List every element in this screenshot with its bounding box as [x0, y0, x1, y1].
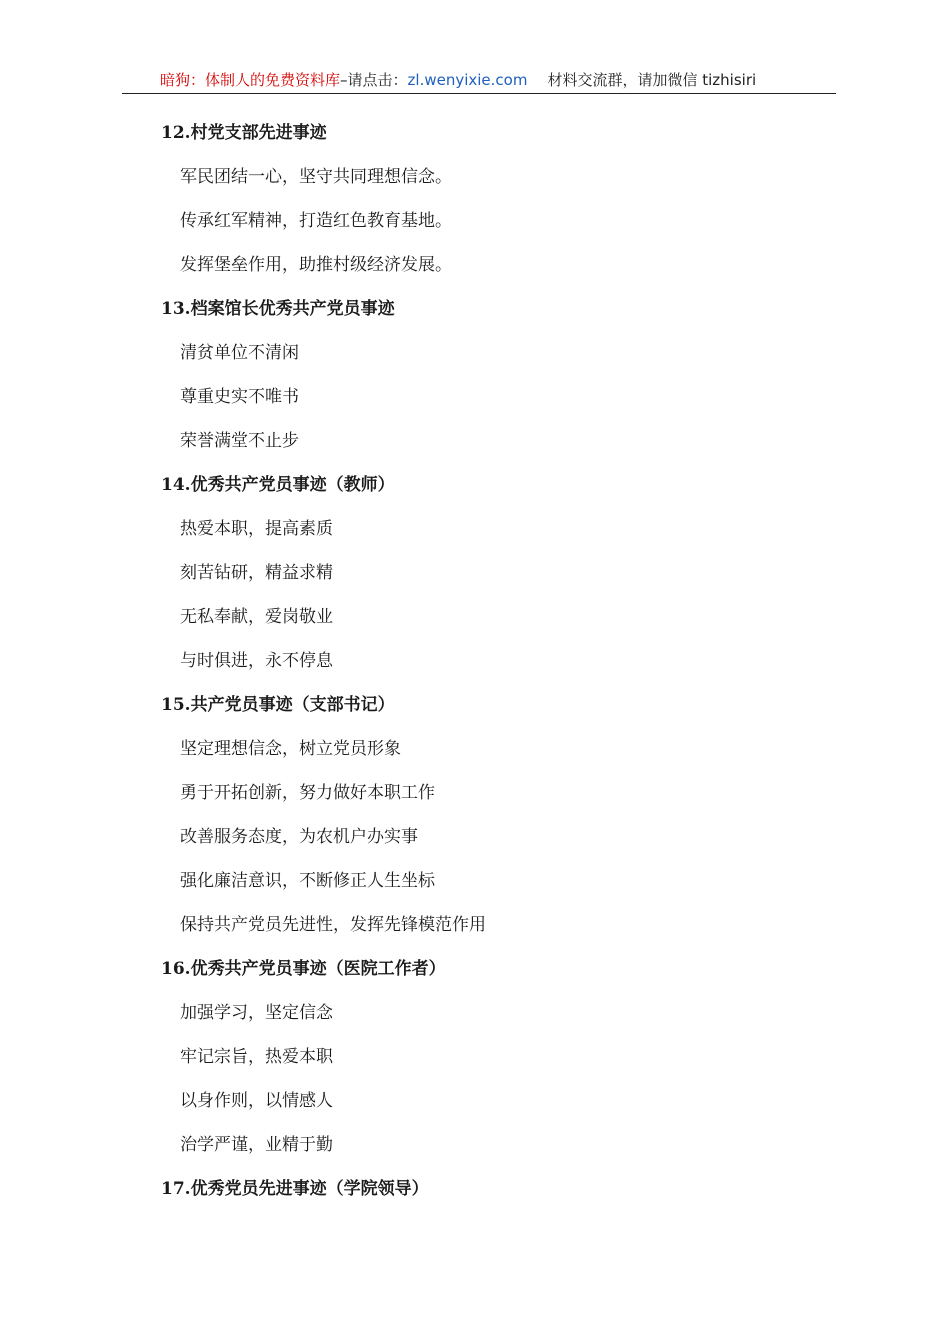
- section-line: 改善服务态度，为农机户办实事: [180, 827, 418, 847]
- section-heading: 14.优秀共产党员事迹（教师）: [161, 475, 395, 495]
- section-line: 治学严谨，业精于勤: [180, 1135, 333, 1155]
- section-heading: 13.档案馆长优秀共产党员事迹: [161, 299, 395, 319]
- document-body: [161, 122, 841, 1222]
- header-line: [160, 70, 756, 90]
- section-line: 荣誉满堂不止步: [180, 431, 299, 451]
- header-link[interactable]: zl.wenyixie.com: [407, 71, 528, 89]
- section-line: 加强学习，坚定信念: [180, 1003, 333, 1023]
- section-line: 尊重史实不唯书: [180, 387, 299, 407]
- section-heading: 17.优秀党员先进事迹（学院领导）: [161, 1179, 429, 1199]
- section-line: 无私奉献，爱岗敬业: [180, 607, 333, 627]
- section-line: 军民团结一心，坚守共同理想信念。: [180, 167, 452, 187]
- section-line: 传承红军精神，打造红色教育基地。: [180, 211, 452, 231]
- section-line: 强化廉洁意识，不断修正人生坐标: [180, 871, 435, 891]
- section-heading: 12.村党支部先进事迹: [161, 123, 327, 143]
- section-line: 清贫单位不清闲: [180, 343, 299, 363]
- section-line: 坚定理想信念，树立党员形象: [180, 739, 401, 759]
- section-line: 牢记宗旨，热爱本职: [180, 1047, 333, 1067]
- page-header: [122, 68, 836, 94]
- section-heading: 16.优秀共产党员事迹（医院工作者）: [161, 959, 446, 979]
- header-brand: 暗狗：体制人的免费资料库: [160, 71, 341, 89]
- section-line: 与时俱进，永不停息: [180, 651, 333, 671]
- section-line: 保持共产党员先进性，发挥先锋模范作用: [180, 915, 486, 935]
- section-line: 以身作则，以情感人: [180, 1091, 333, 1111]
- header-prompt: –请点击：: [340, 71, 408, 89]
- section-line: 刻苦钻研，精益求精: [180, 563, 333, 583]
- section-line: 勇于开拓创新，努力做好本职工作: [180, 783, 435, 803]
- section-line: 发挥堡垒作用，助推村级经济发展。: [180, 255, 452, 275]
- section-line: 热爱本职，提高素质: [180, 519, 333, 539]
- header-wechat: 材料交流群，请加微信 tizhisiri: [547, 71, 757, 89]
- section-heading: 15.共产党员事迹（支部书记）: [161, 695, 395, 715]
